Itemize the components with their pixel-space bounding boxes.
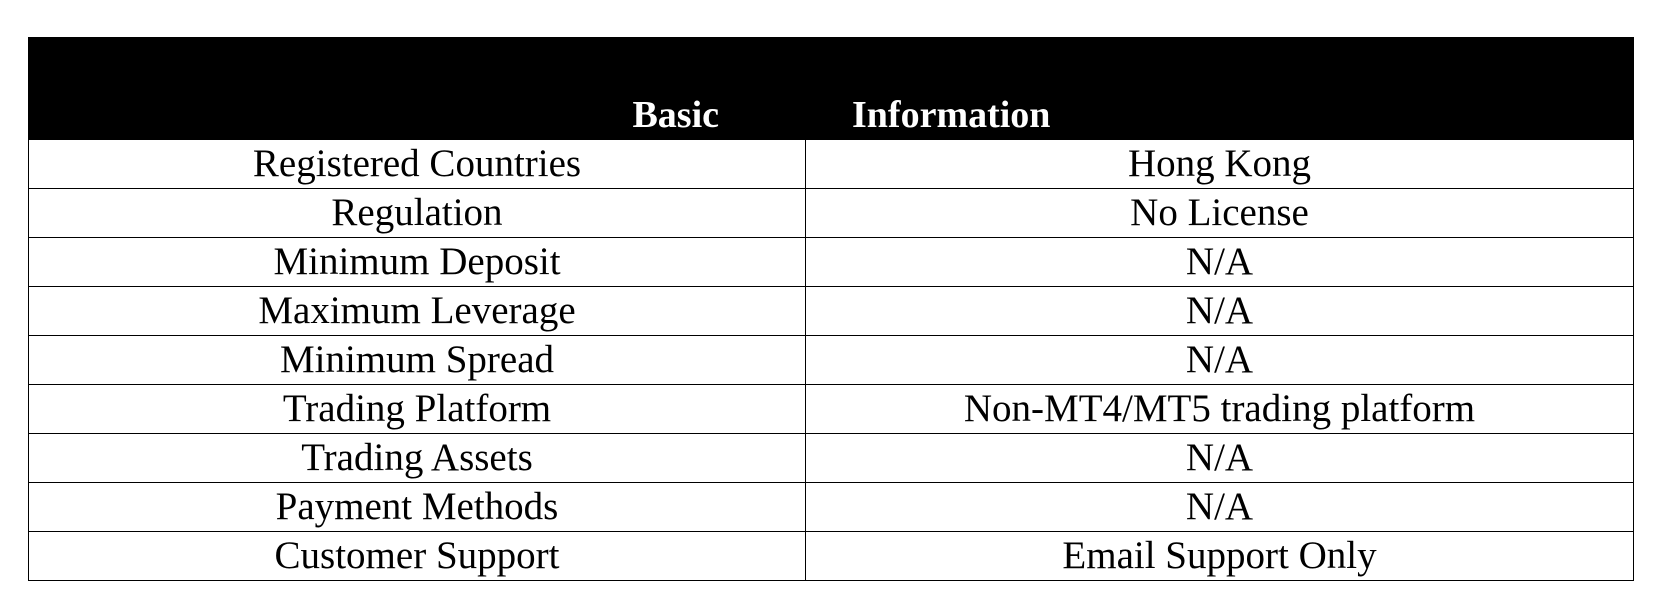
table-row — [29, 189, 1634, 238]
row-label: Registered Countries — [29, 140, 806, 189]
table-header-row — [29, 38, 1634, 140]
row-value: N/A — [806, 287, 1634, 336]
row-label: Trading Assets — [29, 434, 806, 483]
table-row — [29, 287, 1634, 336]
row-value: N/A — [806, 483, 1634, 532]
header-basic: Basic — [29, 38, 806, 140]
row-value: N/A — [806, 434, 1634, 483]
table-row — [29, 238, 1634, 287]
row-label: Payment Methods — [29, 483, 806, 532]
row-value: Non-MT4/MT5 trading platform — [806, 385, 1634, 434]
row-label: Trading Platform — [29, 385, 806, 434]
header-information: Information — [806, 38, 1634, 140]
row-label: Regulation — [29, 189, 806, 238]
row-label: Minimum Spread — [29, 336, 806, 385]
row-value: Hong Kong — [806, 140, 1634, 189]
row-value: N/A — [806, 238, 1634, 287]
row-value: N/A — [806, 336, 1634, 385]
basic-information-table — [28, 37, 1634, 581]
table-row — [29, 532, 1634, 581]
row-label: Minimum Deposit — [29, 238, 806, 287]
row-label: Customer Support — [29, 532, 806, 581]
row-label: Maximum Leverage — [29, 287, 806, 336]
table-row — [29, 483, 1634, 532]
table-row — [29, 336, 1634, 385]
table-row — [29, 385, 1634, 434]
row-value: No License — [806, 189, 1634, 238]
table-row — [29, 140, 1634, 189]
row-value: Email Support Only — [806, 532, 1634, 581]
table-row — [29, 434, 1634, 483]
